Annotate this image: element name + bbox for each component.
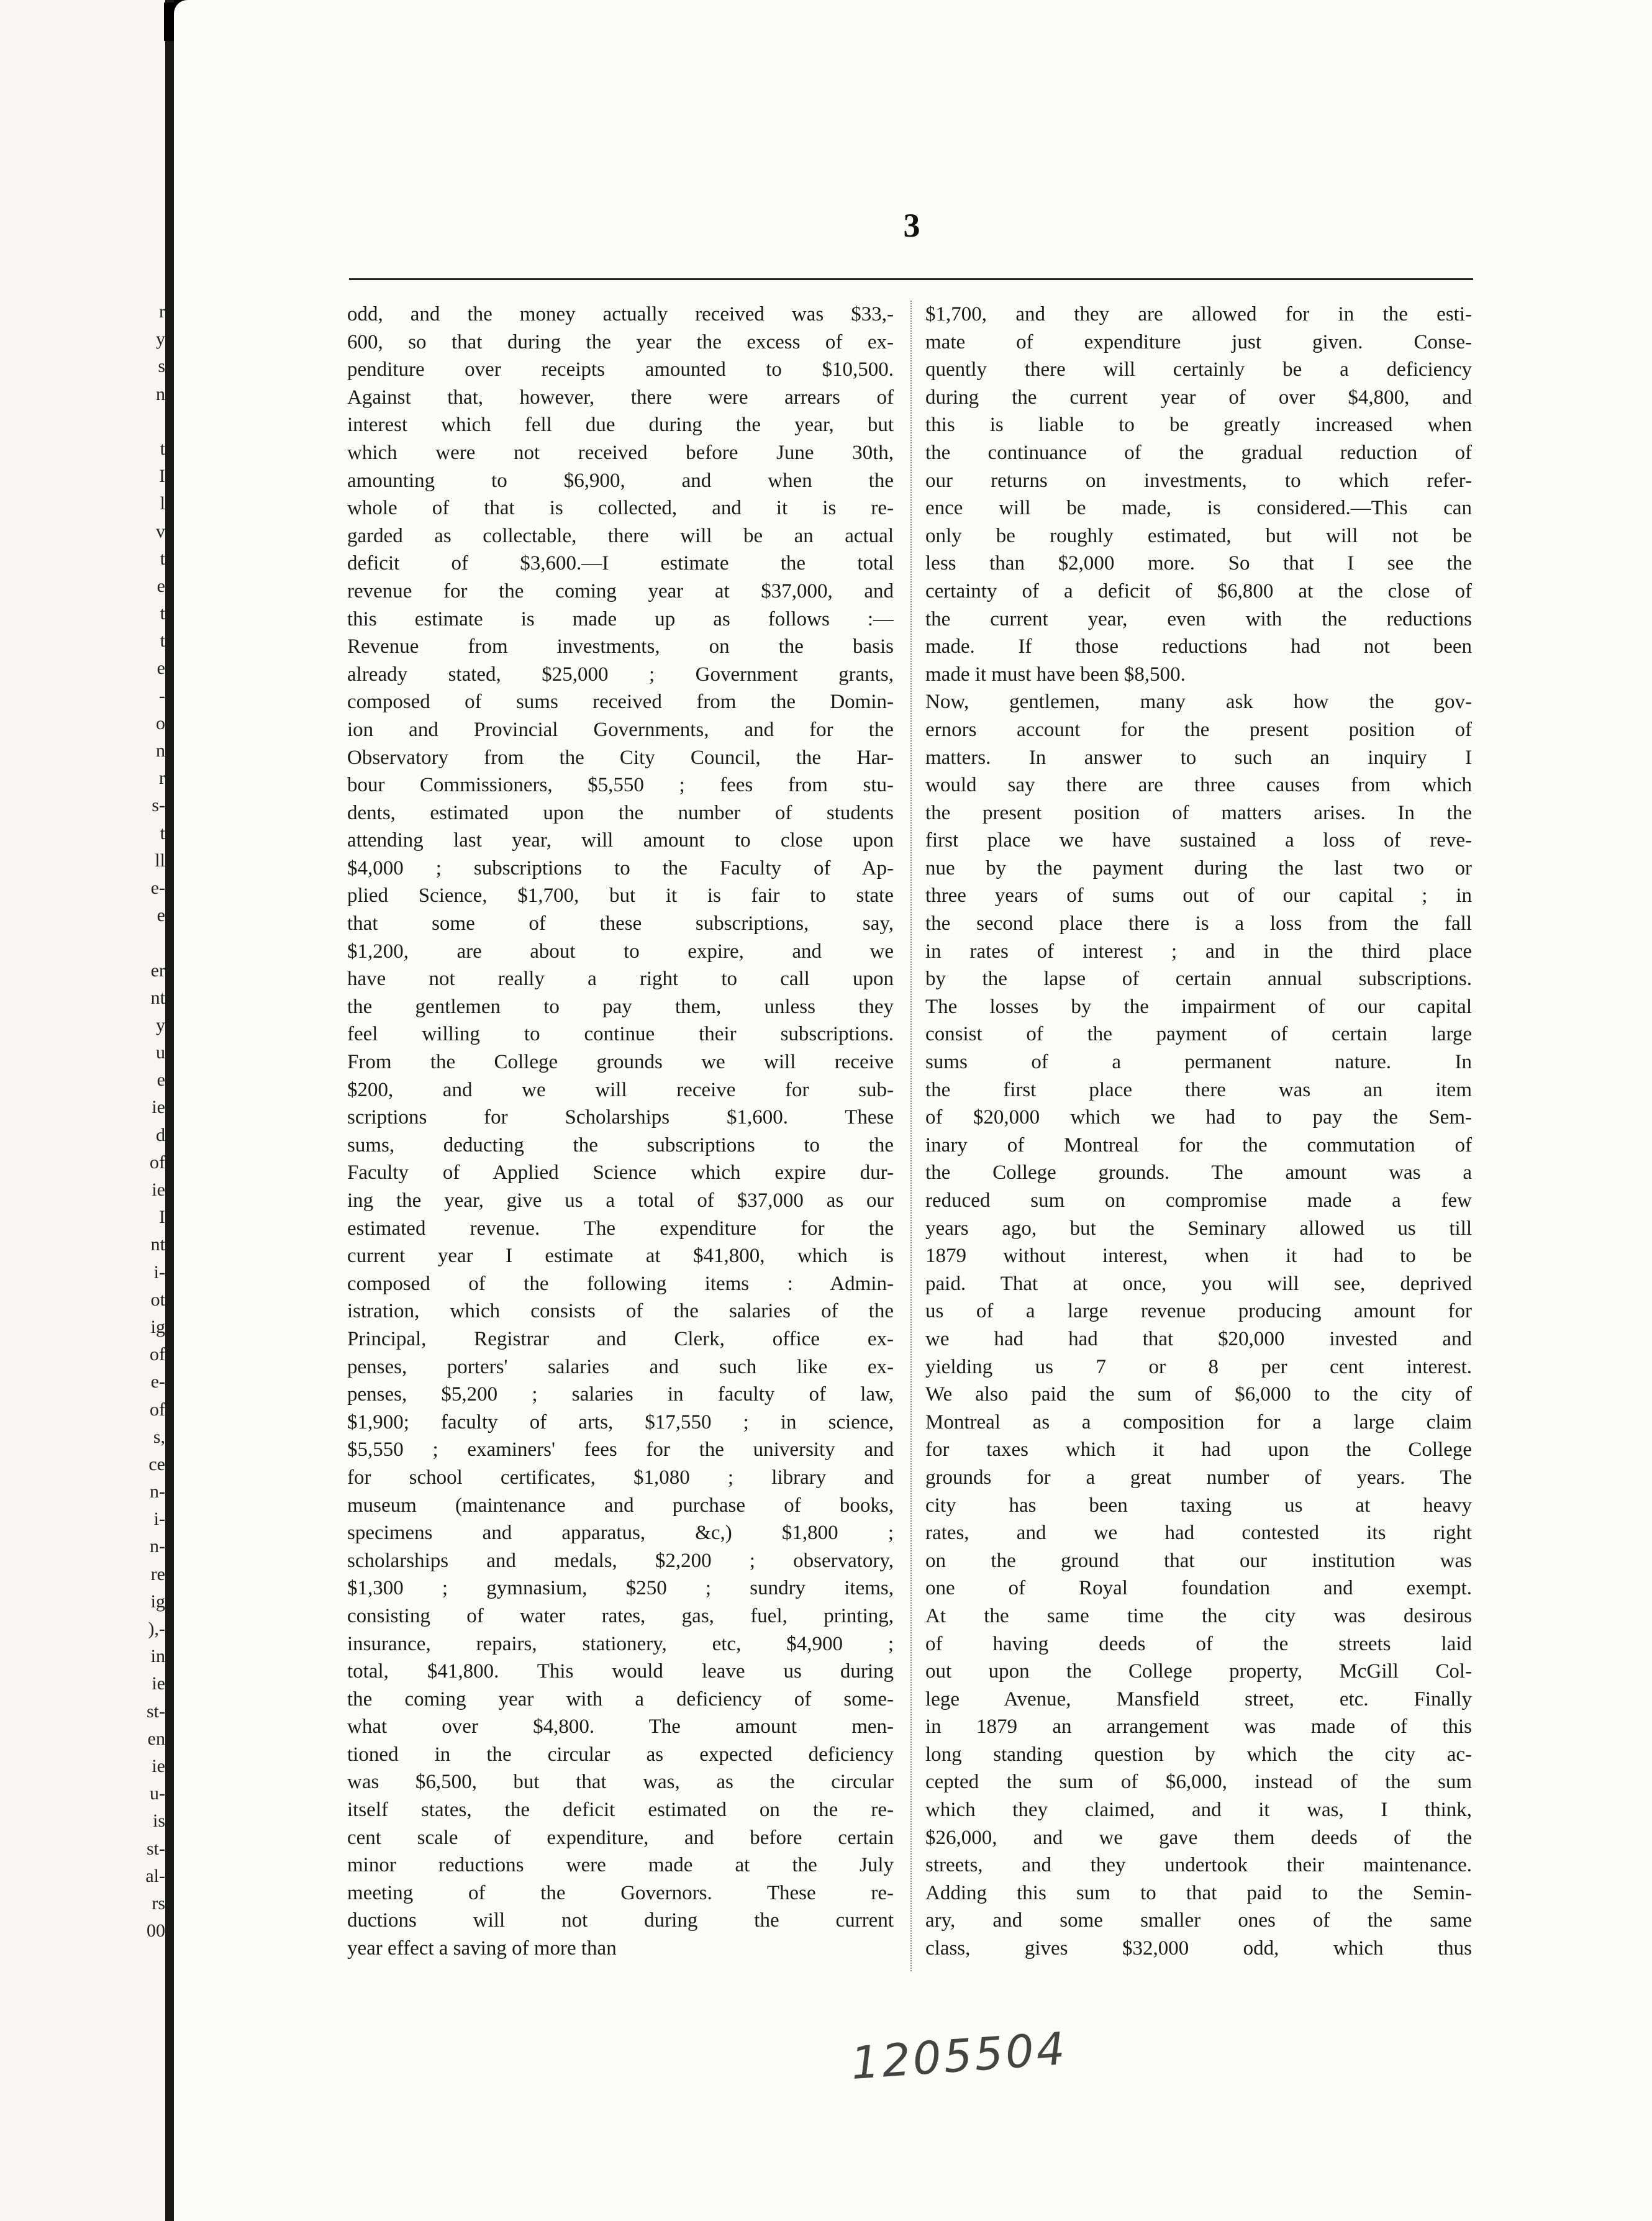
- text-line: nue by the payment during the last two or: [925, 856, 1472, 879]
- margin-fragment: o: [156, 712, 165, 734]
- text-line: odd, and the money actually received was $33,-: [347, 303, 894, 325]
- text-line: already stated, $25,000 ; Government grants,: [347, 663, 894, 686]
- text-line: Observatory from the City Council, the Har-: [347, 746, 894, 769]
- text-line: ing the year, give us a total of $37,000 as our: [347, 1189, 894, 1212]
- margin-fragment: en: [147, 1728, 165, 1749]
- text-line: sums of a permanent nature. In: [925, 1051, 1472, 1074]
- margin-fragment: t: [160, 548, 165, 569]
- margin-fragment: of: [150, 1151, 165, 1173]
- margin-fragment: st-: [147, 1701, 165, 1722]
- margin-fragment: er: [150, 960, 165, 981]
- text-line: current year I estimate at $41,800, which is: [347, 1245, 894, 1268]
- text-line: $1,900; faculty of arts, $17,550 ; in science,: [347, 1410, 894, 1433]
- text-line: tioned in the circular as expected deficiency: [347, 1743, 894, 1766]
- text-line: $200, and we will receive for sub-: [347, 1078, 894, 1101]
- text-line: for taxes which it had upon the College: [925, 1438, 1472, 1461]
- margin-fragment: u: [156, 1042, 165, 1063]
- text-line: inary of Montreal for the commutation of: [925, 1133, 1472, 1156]
- margin-fragment: ig: [150, 1591, 165, 1612]
- margin-fragment: of: [150, 1344, 165, 1365]
- header-rule: [349, 278, 1473, 280]
- text-line: estimated revenue. The expenditure for the: [347, 1217, 894, 1240]
- text-line: made. If those reductions had not been: [925, 635, 1472, 658]
- facing-page-margin-text: [128, 298, 165, 1945]
- text-line: scholarships and medals, $2,200 ; observatory,: [347, 1549, 894, 1572]
- margin-fragment: e: [157, 1070, 165, 1091]
- text-line: 1879 without interest, when it had to be: [925, 1245, 1472, 1268]
- text-line: the continuance of the gradual reduction of: [925, 441, 1472, 464]
- page-number: 3: [903, 207, 920, 244]
- text-line: istration, which consists of the salaries of the: [347, 1300, 894, 1323]
- margin-fragment: in: [150, 1646, 165, 1667]
- margin-fragment: r: [159, 768, 165, 789]
- text-line: have not really a right to call upon: [347, 968, 894, 991]
- text-line: ary, and some smaller ones of the same: [925, 1909, 1472, 1932]
- text-line: for school certificates, $1,080 ; library and: [347, 1466, 894, 1489]
- margin-fragment: e: [157, 658, 165, 679]
- text-line: itself states, the deficit estimated on the re-: [347, 1799, 894, 1822]
- text-line: yielding us 7 or 8 per cent interest.: [925, 1355, 1472, 1378]
- text-line: streets, and they undertook their maintenance.: [925, 1854, 1472, 1877]
- text-line: $1,700, and they are allowed for in the esti-: [925, 303, 1472, 325]
- margin-fragment: ce: [148, 1453, 165, 1474]
- text-line: during the current year of over $4,800, and: [925, 386, 1472, 409]
- text-line: ion and Provincial Governments, and for the: [347, 718, 894, 741]
- margin-fragment: ll: [155, 850, 165, 871]
- text-line: which were not received before June 30th,: [347, 441, 894, 464]
- text-line: Montreal as a composition for a large claim: [925, 1410, 1472, 1433]
- text-line: less than $2,000 more. So that I see the: [925, 552, 1472, 575]
- text-line: penses, porters' salaries and such like ex-: [347, 1355, 894, 1378]
- text-line: the coming year with a deficiency of some-: [347, 1687, 894, 1710]
- text-line: sums, deducting the subscriptions to the: [347, 1133, 894, 1156]
- text-line: cepted the sum of $6,000, instead of the sum: [925, 1771, 1472, 1794]
- text-line: what over $4,800. The amount men-: [347, 1715, 894, 1738]
- text-line: year effect a saving of more than: [347, 1937, 617, 1960]
- margin-fragment: e: [157, 575, 165, 596]
- margin-fragment: I: [159, 1207, 165, 1228]
- margin-fragment: re: [150, 1563, 165, 1584]
- text-line: Principal, Registrar and Clerk, office ex-: [347, 1327, 894, 1350]
- text-line: From the College grounds we will receive: [347, 1051, 894, 1074]
- text-line: $4,000 ; subscriptions to the Faculty of Ap-: [347, 856, 894, 879]
- margin-fragment: nt: [150, 987, 165, 1008]
- text-line: amounting to $6,900, and when the: [347, 469, 894, 492]
- margin-fragment: e-: [150, 1371, 165, 1392]
- text-line: in rates of interest ; and in the third place: [925, 940, 1472, 963]
- margin-fragment: i-: [153, 1261, 165, 1283]
- text-line: lege Avenue, Mansfield street, etc. Finally: [925, 1687, 1472, 1710]
- column-divider: [910, 301, 912, 1971]
- margin-fragment: r: [159, 301, 165, 322]
- text-line: consist of the payment of certain large: [925, 1023, 1472, 1046]
- text-line: museum (maintenance and purchase of books,: [347, 1494, 894, 1517]
- margin-fragment: ie: [152, 1673, 165, 1694]
- margin-fragment: ),-: [148, 1619, 165, 1639]
- margin-fragment: s,: [153, 1426, 165, 1447]
- text-line: $26,000, and we gave them deeds of the: [925, 1826, 1472, 1849]
- text-line: the second place there is a loss from the fall: [925, 912, 1472, 935]
- text-line: Adding this sum to that paid to the Semin-: [925, 1881, 1472, 1904]
- text-line: mate of expenditure just given. Conse-: [925, 330, 1472, 353]
- text-line: quently there will certainly be a deficiency: [925, 358, 1472, 381]
- text-line: of $20,000 which we had to pay the Sem-: [925, 1106, 1472, 1129]
- margin-fragment: s: [158, 356, 165, 377]
- text-line: dents, estimated upon the number of students: [347, 801, 894, 824]
- margin-fragment: e-: [150, 877, 165, 898]
- text-line: out upon the College property, McGill Col-: [925, 1660, 1472, 1683]
- margin-fragment: ie: [152, 1097, 165, 1118]
- text-line: the gentlemen to pay them, unless they: [347, 995, 894, 1018]
- text-line: certainty of a deficit of $6,800 at the close of: [925, 579, 1472, 602]
- margin-fragment: v: [156, 520, 165, 542]
- margin-fragment: u-: [150, 1783, 165, 1804]
- text-line: of having deeds of the streets laid: [925, 1632, 1472, 1655]
- text-line: specimens and apparatus, &c,) $1,800 ;: [347, 1522, 894, 1545]
- text-line: was $6,500, but that was, as the circular: [347, 1771, 894, 1794]
- handwritten-accession-number: 1205504: [849, 2022, 1069, 2090]
- text-line: $1,300 ; gymnasium, $250 ; sundry items,: [347, 1577, 894, 1600]
- text-line: attending last year, will amount to close upon: [347, 829, 894, 852]
- margin-fragment: -: [159, 685, 165, 706]
- text-line: first place we have sustained a loss of reve-: [925, 829, 1472, 852]
- text-line: made it must have been $8,500.: [925, 663, 1186, 686]
- text-line: that some of these subscriptions, say,: [347, 912, 894, 935]
- margin-fragment: i-: [153, 1509, 165, 1530]
- text-line: deficit of $3,600.—I estimate the total: [347, 552, 894, 575]
- text-line: only be roughly estimated, but will not be: [925, 524, 1472, 547]
- margin-fragment: t: [160, 438, 165, 459]
- text-line: ductions will not during the current: [347, 1909, 894, 1932]
- text-line: the College grounds. The amount was a: [925, 1161, 1472, 1184]
- text-line: we had had that $20,000 invested and: [925, 1327, 1472, 1350]
- margin-fragment: is: [152, 1810, 165, 1832]
- margin-fragment: n: [156, 383, 165, 404]
- margin-fragment: l: [160, 493, 165, 514]
- margin-fragment: n: [156, 740, 165, 761]
- text-line: by the lapse of certain annual subscriptions.: [925, 968, 1472, 991]
- margin-fragment: 00: [147, 1920, 165, 1942]
- text-line: whole of that is collected, and it is re-: [347, 497, 894, 520]
- text-line: Revenue from investments, on the basis: [347, 635, 894, 658]
- margin-fragment: [128, 408, 165, 435]
- margin-fragment: t: [160, 822, 165, 843]
- text-line: long standing question by which the city ac-: [925, 1743, 1472, 1766]
- text-line: the first place there was an item: [925, 1078, 1472, 1101]
- text-line: class, gives $32,000 odd, which thus: [925, 1937, 1472, 1960]
- text-line: would say there are three causes from which: [925, 774, 1472, 797]
- text-line: 600, so that during the year the excess of ex-: [347, 330, 894, 353]
- text-line: this is liable to be greatly increased when: [925, 414, 1472, 437]
- margin-fragment: n-: [150, 1536, 165, 1557]
- text-line: ernors account for the present position of: [925, 718, 1472, 741]
- text-line: composed of sums received from the Domin-: [347, 691, 894, 714]
- margin-fragment: t: [160, 603, 165, 624]
- text-line: bour Commissioners, $5,550 ; fees from stu-: [347, 774, 894, 797]
- margin-fragment: n-: [150, 1481, 165, 1502]
- text-line: three years of sums out of our capital ; in: [925, 884, 1472, 907]
- text-line: city has been taxing us at heavy: [925, 1494, 1472, 1517]
- margin-fragment: ig: [150, 1316, 165, 1337]
- margin-fragment: ie: [152, 1755, 165, 1776]
- margin-fragment: al-: [145, 1865, 165, 1886]
- text-line: scriptions for Scholarships $1,600. These: [347, 1106, 894, 1129]
- text-line: grounds for a great number of years. The: [925, 1466, 1472, 1489]
- text-line: the current year, even with the reductions: [925, 607, 1472, 630]
- text-line: reduced sum on compromise made a few: [925, 1189, 1472, 1212]
- text-line: feel willing to continue their subscriptions.: [347, 1023, 894, 1046]
- margin-fragment: e: [157, 905, 165, 926]
- text-line: garded as collectable, there will be an actual: [347, 524, 894, 547]
- margin-fragment: y: [156, 329, 165, 350]
- facing-page: [0, 0, 169, 2221]
- text-line: revenue for the coming year at $37,000, and: [347, 579, 894, 602]
- text-line: Against that, however, there were arrears of: [347, 386, 894, 409]
- text-line: paid. That at once, you will see, deprived: [925, 1272, 1472, 1295]
- text-line: consisting of water rates, gas, fuel, printing,: [347, 1604, 894, 1627]
- text-line: insurance, repairs, stationery, etc, $4,900 ;: [347, 1632, 894, 1655]
- text-line: interest which fell due during the year, but: [347, 414, 894, 437]
- text-line: the present position of matters arises. In the: [925, 801, 1472, 824]
- margin-fragment: ie: [152, 1179, 165, 1200]
- text-line: penses, $5,200 ; salaries in faculty of law,: [347, 1383, 894, 1406]
- text-line: which they claimed, and it was, I think,: [925, 1799, 1472, 1822]
- margin-fragment: I: [159, 466, 165, 487]
- text-line: us of a large revenue producing amount for: [925, 1300, 1472, 1323]
- text-line: Faculty of Applied Science which expire dur-: [347, 1161, 894, 1184]
- text-line: cent scale of expenditure, and before certain: [347, 1826, 894, 1849]
- margin-fragment: d: [156, 1124, 165, 1145]
- margin-fragment: st-: [147, 1838, 165, 1859]
- text-line: years ago, but the Seminary allowed us till: [925, 1217, 1472, 1240]
- margin-fragment: t: [160, 630, 165, 652]
- margin-fragment: s-: [152, 795, 165, 816]
- text-line: $1,200, are about to expire, and we: [347, 940, 894, 963]
- text-line: meeting of the Governors. These re-: [347, 1881, 894, 1904]
- text-line: our returns on investments, to which refer-: [925, 469, 1472, 492]
- margin-fragment: nt: [150, 1234, 165, 1255]
- text-line: matters. In answer to such an inquiry I: [925, 746, 1472, 769]
- text-line: total, $41,800. This would leave us during: [347, 1660, 894, 1683]
- margin-fragment: of: [150, 1399, 165, 1420]
- text-line: composed of the following items : Admin-: [347, 1272, 894, 1295]
- text-line: this estimate is made up as follows :—: [347, 607, 894, 630]
- text-line: Now, gentlemen, many ask how the gov-: [925, 691, 1472, 714]
- corner-mark: [164, 2, 174, 41]
- book-binding: [165, 0, 174, 2221]
- text-line: At the same time the city was desirous: [925, 1604, 1472, 1627]
- text-line: ence will be made, is considered.—This can: [925, 497, 1472, 520]
- right-column: [925, 301, 1472, 1963]
- text-line: one of Royal foundation and exempt.: [925, 1577, 1472, 1600]
- text-line: The losses by the impairment of our capital: [925, 995, 1472, 1018]
- text-line: on the ground that our institution was: [925, 1549, 1472, 1572]
- text-line: rates, and we had contested its right: [925, 1522, 1472, 1545]
- margin-fragment: y: [156, 1014, 165, 1035]
- text-line: $5,550 ; examiners' fees for the university and: [347, 1438, 894, 1461]
- margin-fragment: ot: [150, 1289, 165, 1310]
- text-line: We also paid the sum of $6,000 to the city of: [925, 1383, 1472, 1406]
- text-line: penditure over receipts amounted to $10,500.: [347, 358, 894, 381]
- left-column: [347, 301, 894, 1963]
- text-line: in 1879 an arrangement was made of this: [925, 1715, 1472, 1738]
- margin-fragment: [128, 929, 165, 956]
- text-line: plied Science, $1,700, but it is fair to state: [347, 884, 894, 907]
- text-line: minor reductions were made at the July: [347, 1854, 894, 1877]
- margin-fragment: rs: [152, 1892, 165, 1914]
